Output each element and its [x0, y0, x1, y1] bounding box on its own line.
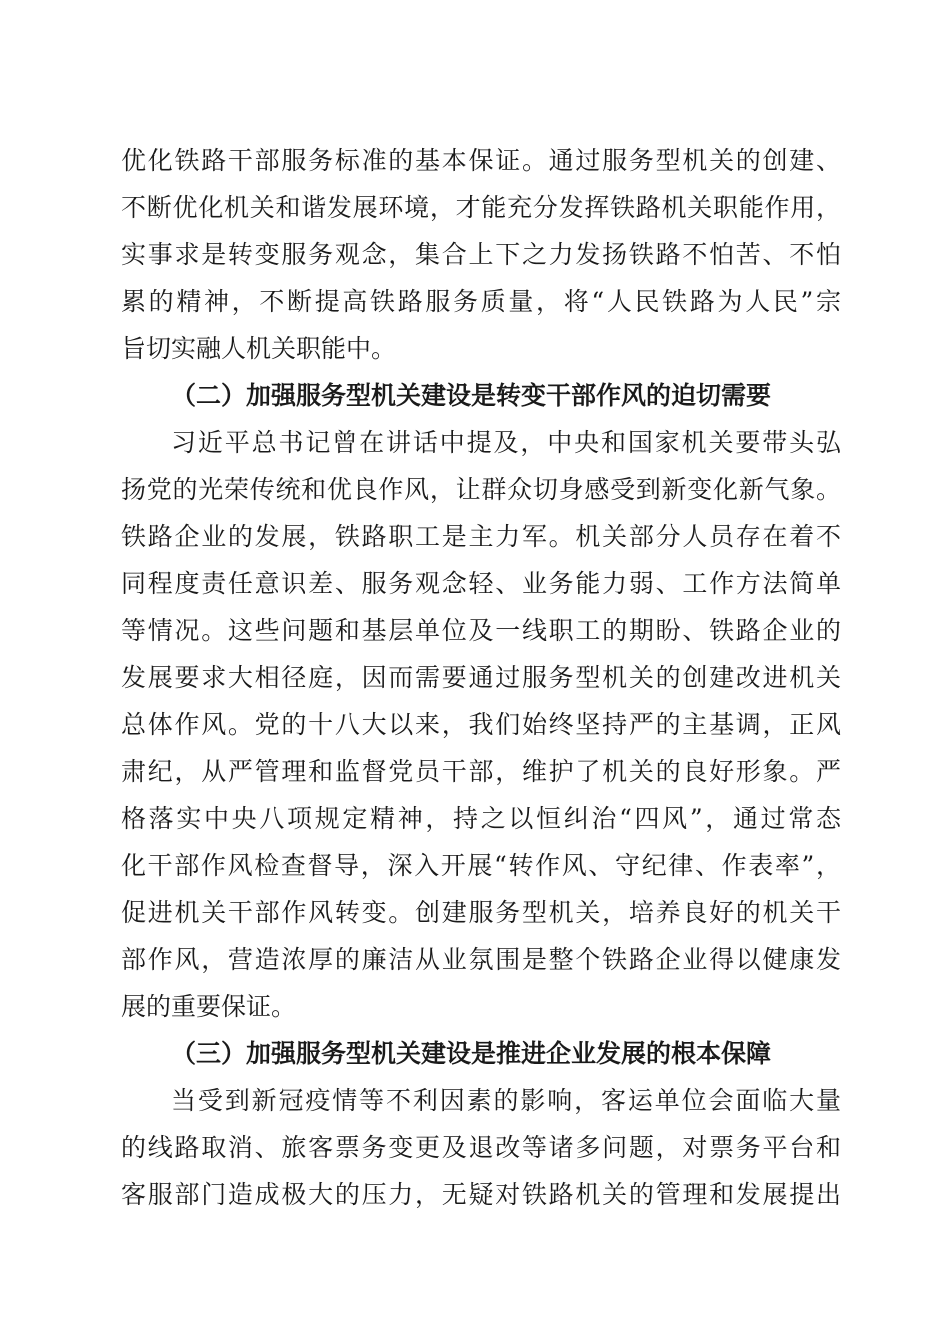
- text-line: 化干部作风检查督导，深入开展“转作风、守纪律、作表率”，: [121, 851, 841, 880]
- text-line: 累的精神，不断提高铁路服务质量，将“人民铁路为人民”宗: [121, 287, 841, 316]
- text-line: 格落实中央八项规定精神，持之以恒纠治“四风”，通过常态: [121, 804, 841, 833]
- text-line: 实事求是转变服务观念，集合上下之力发扬铁路不怕苦、不怕: [121, 240, 841, 269]
- text-line: 发展要求大相径庭，因而需要通过服务型机关的创建改进机关: [121, 663, 841, 692]
- text-line: 扬党的光荣传统和优良作风，让群众切身感受到新变化新气象。: [121, 475, 841, 504]
- text-line: 同程度责任意识差、服务观念轻、业务能力弱、工作方法简单: [121, 569, 841, 598]
- text-line: 不断优化机关和谐发展环境，才能充分发挥铁路机关职能作用，: [121, 193, 841, 222]
- text-line: 总体作风。党的十八大以来，我们始终坚持严的主基调，正风: [121, 710, 841, 739]
- text-line: 部作风，营造浓厚的廉洁从业氛围是整个铁路企业得以健康发: [121, 945, 841, 974]
- text-line: 优化铁路干部服务标准的基本保证。通过服务型机关的创建、: [121, 146, 841, 175]
- text-line: 客服部门造成极大的压力，无疑对铁路机关的管理和发展提出: [121, 1180, 841, 1209]
- text-line: 等情况。这些问题和基层单位及一线职工的期盼、铁路企业的: [121, 616, 841, 645]
- text-line: 肃纪，从严管理和监督党员干部，维护了机关的良好形象。严: [121, 757, 841, 786]
- text-line: 展的重要保证。: [121, 992, 297, 1021]
- text-line: 当受到新冠疫情等不利因素的影响，客运单位会面临大量: [171, 1086, 841, 1115]
- text-line: 习近平总书记曾在讲话中提及，中央和国家机关要带头弘: [171, 428, 841, 457]
- text-line: 旨切实融人机关职能中。: [121, 334, 397, 363]
- section-heading: （二）加强服务型机关建设是转变干部作风的迫切需要: [171, 381, 772, 410]
- text-line: 促进机关干部作风转变。创建服务型机关，培养良好的机关干: [121, 898, 841, 927]
- text-line: 铁路企业的发展，铁路职工是主力军。机关部分人员存在着不: [121, 522, 841, 551]
- section-heading: （三）加强服务型机关建设是推进企业发展的根本保障: [171, 1039, 772, 1068]
- text-line: 的线路取消、旅客票务变更及退改等诸多问题，对票务平台和: [121, 1133, 841, 1162]
